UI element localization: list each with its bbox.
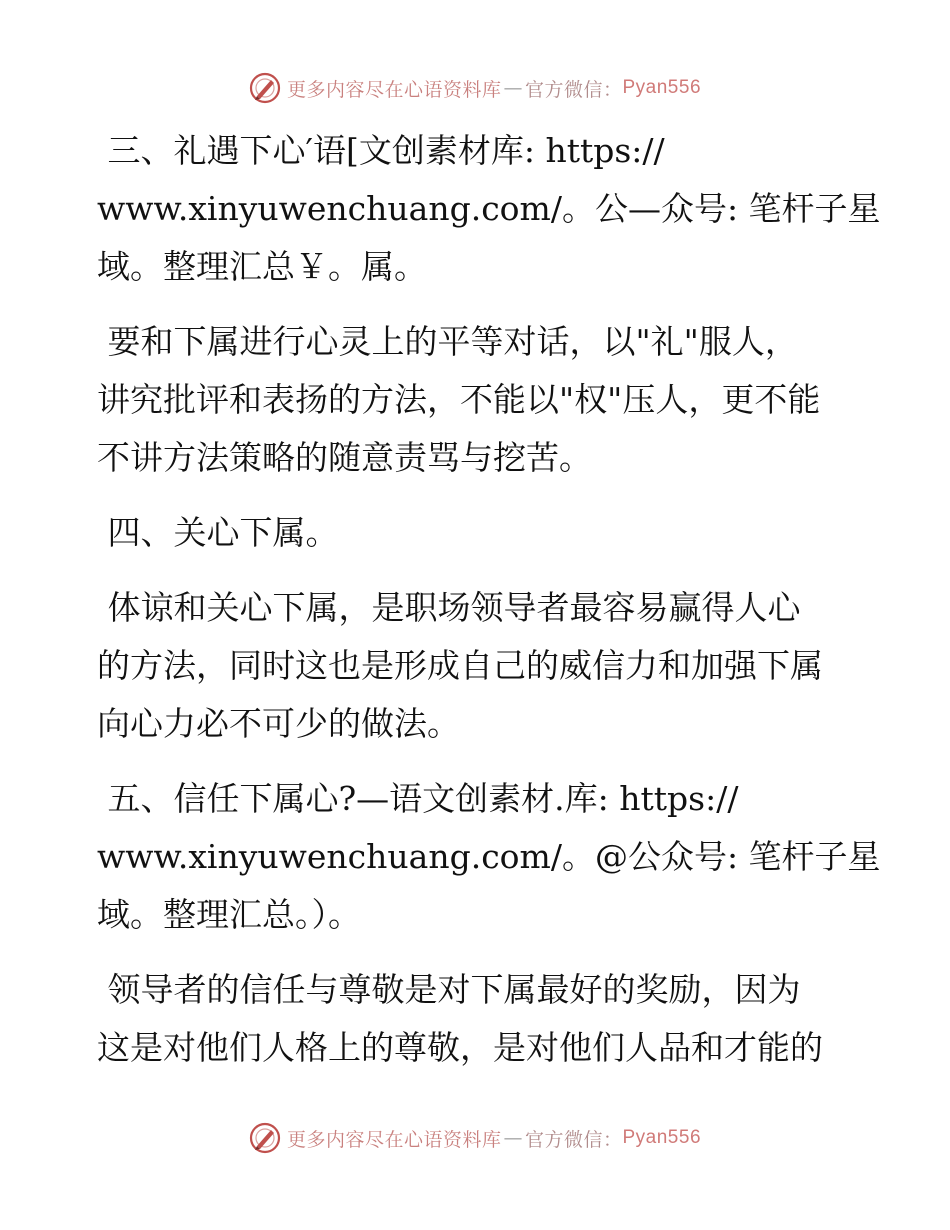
paragraph-trust — [97, 961, 857, 1077]
text-line: 的方法，同时这也是形成自己的威信力和加强下属 — [97, 646, 823, 685]
pen-logo-icon — [249, 1122, 281, 1154]
text-line: www.xinyuwenchuang.com/。公—众号: 笔杆子星 — [97, 189, 881, 228]
text-line: 域。整理汇总。）。 — [97, 895, 361, 934]
paragraph-section-five — [97, 770, 881, 944]
banner-separator: — — [503, 77, 523, 99]
text-line: 五、信任下属心?—语文创素材.库: https:// — [97, 779, 739, 818]
paragraph-care — [97, 579, 857, 753]
banner-separator: — — [503, 1127, 523, 1149]
pen-logo-icon — [249, 72, 281, 104]
text-line: 不讲方法策略的随意责骂与挖苦。 — [97, 438, 592, 477]
text-line: 向心力必不可少的做法。 — [97, 704, 460, 743]
banner-brand-text: 更多内容尽在心语资料库 — [286, 78, 502, 101]
text-line: 域。整理汇总￥。属。 — [97, 247, 427, 286]
text-line: 讲究批评和表扬的方法，不能以"权"压人，更不能 — [97, 380, 821, 419]
text-line: www.xinyuwenchuang.com/。@公众号: 笔杆子星 — [97, 837, 881, 876]
banner-wechat-id: Pyan556 — [622, 77, 702, 98]
banner-brand-text: 更多内容尽在心语资料库 — [286, 1128, 502, 1151]
text-line: 这是对他们人格上的尊敬，是对他们人品和才能的 — [97, 1028, 823, 1067]
paragraph-courtesy — [97, 313, 857, 487]
paragraph-section-four — [97, 504, 857, 562]
text-line: 要和下属进行心灵上的平等对话，以"礼"服人， — [97, 322, 798, 361]
document-body — [97, 122, 881, 1094]
text-line: 四、关心下属。 — [97, 513, 339, 552]
banner-official-label: 官方微信： — [524, 1128, 623, 1151]
footer-banner — [0, 1122, 950, 1154]
banner-official-label: 官方微信： — [524, 78, 623, 101]
text-line: 领导者的信任与尊敬是对下属最好的奖励，因为 — [97, 970, 801, 1009]
paragraph-section-three — [97, 122, 881, 296]
header-banner — [0, 72, 950, 104]
banner-wechat-id: Pyan556 — [622, 1127, 702, 1148]
text-line: 体谅和关心下属，是职场领导者最容易赢得人心 — [97, 588, 801, 627]
text-line: 三、礼遇下心′语[文创素材库: https:// — [97, 131, 665, 170]
